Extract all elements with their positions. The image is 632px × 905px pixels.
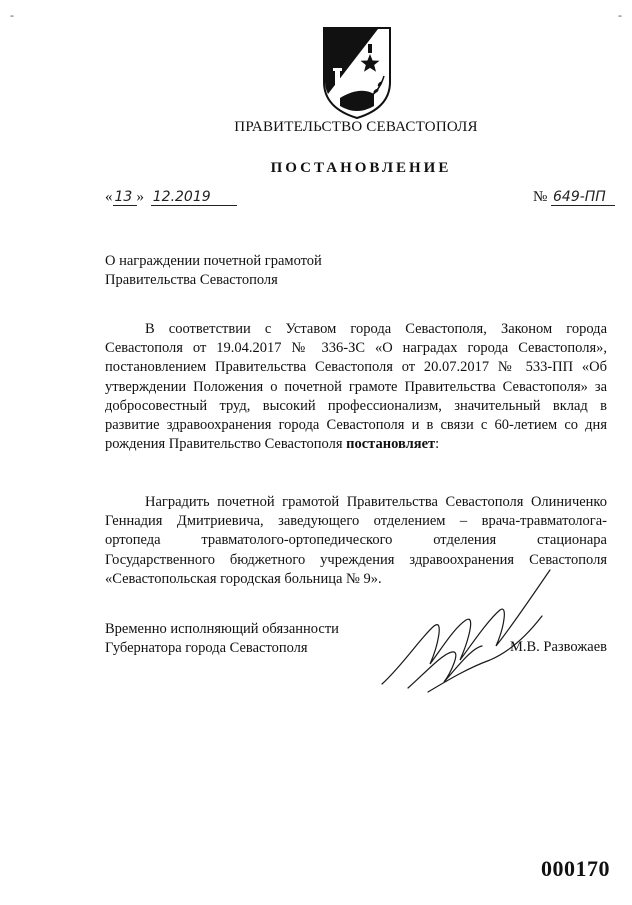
decision-paragraph: Наградить почетной грамотой Правительства Севастополя Олиниченко Геннадия Дмитриевича, заведующего отделением – врача-травматолога-ортопеда травматолого-ортопедического отделения стационара Государственного бюджетного учреждения здравоохранения Севастополя «Севастопольская городская больница № 9».: [105, 494, 607, 587]
resolves-word: постановляет: [346, 436, 436, 453]
handwritten-signature: [372, 556, 572, 706]
coat-of-arms-emblem: [320, 24, 394, 120]
date-month-year: 12.2019: [151, 189, 237, 206]
signatory-name: М.В. Развожаев: [509, 639, 607, 655]
organization-name: ПРАВИТЕЛЬСТВО СЕВАСТОПОЛЯ: [234, 119, 478, 135]
registration-row: [105, 189, 615, 211]
date-day: 13: [113, 189, 137, 206]
document-serial-code: 000170: [541, 856, 610, 881]
signatory-title: Временно исполняющий обязанности Губернатора города Севастополя: [105, 621, 339, 656]
corner-mark-left: -: [10, 8, 14, 22]
document-number-value: 649-ПП: [551, 189, 615, 206]
document-subject: О награждении почетной грамотой Правительства Севастополя: [105, 253, 322, 288]
preamble-paragraph: В соответствии с Уставом города Севастополя, Законом города Севастополя от 19.04.2017 № 336-ЗС «О наградах города Севастополя», постановлением Правительства Севастополя от 20.07.2017 № 533-ПП «Об утверждении Положения о почетной грамоте Правительства Севастополя» за добросовестный труд, высокий профессионализм, значительный вклад в развитие здравоохранения города Севастополя и в связи с 60-летием со дня рождения Правительство Севастополя постановляет:: [105, 321, 607, 453]
document-number: № 649-ПП: [533, 189, 615, 206]
corner-mark-right: -: [618, 8, 622, 22]
document-date: « 13 » 12.2019: [105, 189, 237, 206]
document-type-heading: ПОСТАНОВЛЕНИЕ: [270, 160, 452, 176]
